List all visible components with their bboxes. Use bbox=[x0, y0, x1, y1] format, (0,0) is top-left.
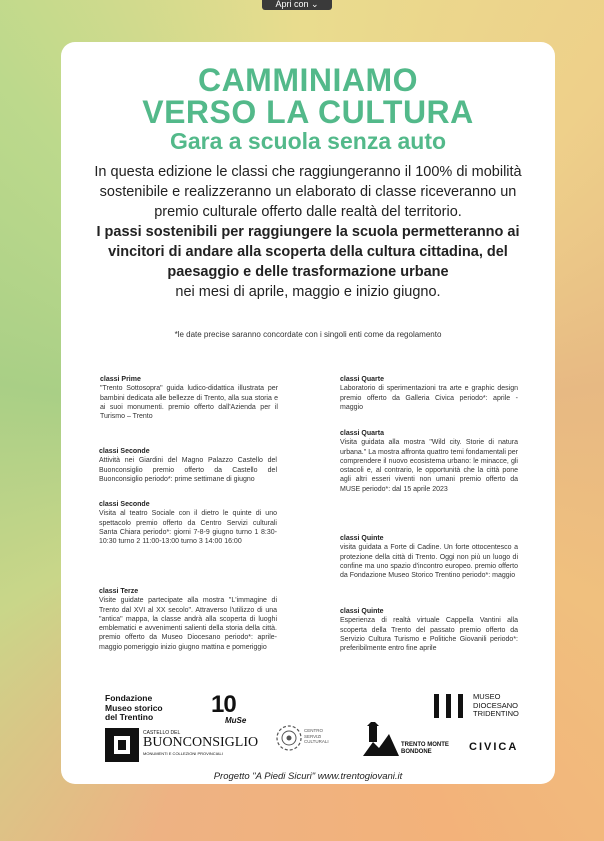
project-footer: Progetto "A Piedi Sicuri" www.trentogiovani.it bbox=[213, 771, 403, 782]
title-line-2: VERSO LA CULTURA bbox=[142, 94, 474, 130]
block-heading: classi Prime bbox=[100, 376, 141, 383]
prize-block-prime bbox=[100, 375, 278, 421]
block-heading: classi Seconde bbox=[99, 448, 150, 455]
block-body: "Trento Sottosopra" guida ludico-didattica illustrata per bambini dedicata alle bellezze di Trento, alla sua storia e ai suoi monumenti. premio offerto dall'Azienda per il Turismo – Trento bbox=[100, 385, 278, 421]
trento-bondone-label: TRENTO MONTE BONDONE bbox=[401, 742, 449, 755]
block-body: Laboratorio di sperimentazioni tra arte e graphic design premio offerto da Galleria Civica periodo*: aprile - maggio bbox=[340, 385, 518, 411]
subtitle: Gara a scuola senza auto bbox=[169, 128, 447, 154]
poster-card bbox=[61, 42, 555, 784]
prize-block-seconde-1 bbox=[99, 447, 277, 484]
spiral-icon bbox=[275, 720, 303, 756]
castello-small-label: CASTELLO DEL bbox=[143, 730, 181, 736]
intro-paragraph-2: I passi sostenibili per raggiungere la scuola permetteranno ai vincitori di andare alla scoperta della cultura cittadina, del paesaggio e delle trasformazione urbane bbox=[96, 224, 520, 280]
block-heading: classi Quinte bbox=[340, 608, 384, 615]
muse-number: 10 bbox=[211, 691, 236, 718]
muse-logo bbox=[211, 691, 257, 728]
block-heading: classi Quarta bbox=[340, 430, 384, 437]
block-heading: classi Quarte bbox=[340, 376, 384, 383]
block-body: Visita guidata alla mostra "Wild city. Storie di natura urbana." La mostra affronta quattro temi fondamentali per comprendere il nuovo ecosistema urbano: le minacce, gli ostacoli e, al contrario, le opportunità che la città pone agli altri esseri viventi non umani premio offerto da MUSE periodo*: dal 15 aprile 2023 bbox=[340, 439, 518, 493]
prize-block-quarte bbox=[340, 375, 518, 412]
prize-block-quinte-1 bbox=[340, 534, 518, 580]
prize-block-seconde-2 bbox=[99, 500, 277, 546]
date-note: *le date precise saranno concordate con i singoli enti come da regolamento bbox=[174, 330, 442, 339]
museo-diocesano-label: MUSEO DIOCESANO TRIDENTINO bbox=[473, 692, 519, 718]
intro-paragraph-1: In questa edizione le classi che raggiungeranno il 100% di mobilità sostenibile e realizzeranno un elaborato di classe riceveranno un premio culturale offerto dalle realtà del territorio. bbox=[94, 164, 522, 220]
museo-diocesano-logo bbox=[433, 693, 553, 719]
title-line-1: CAMMINIAMO bbox=[197, 62, 419, 98]
muse-label: MuSe bbox=[225, 716, 247, 725]
castello-big-label: BUONCONSIGLIO bbox=[143, 735, 259, 750]
chevron-down-icon: ⌄ bbox=[311, 0, 319, 9]
intro-text bbox=[89, 162, 527, 302]
block-body: Visita al teatro Sociale con il dietro le quinte di uno spettacolo premio offerto da Centro Servizi culturali Santa Chiara periodo*: giorni 7-8-9 giugno turno 1 8:30-10:30 turno 2 11:00-13:00 turno 3 14:00 16:00 bbox=[99, 510, 277, 546]
trento-tower-icon bbox=[363, 722, 399, 756]
block-heading: classi Terze bbox=[99, 588, 139, 595]
prize-block-quarta bbox=[340, 429, 518, 494]
block-heading: classi Seconde bbox=[99, 501, 150, 508]
intro-paragraph-3: nei mesi di aprile, maggio e inizio giugno. bbox=[175, 284, 441, 300]
columns-icon bbox=[433, 694, 465, 718]
prize-block-terze bbox=[99, 587, 277, 652]
block-heading: classi Quinte bbox=[340, 535, 384, 542]
castello-logo bbox=[105, 728, 259, 764]
centro-servizi-logo bbox=[275, 718, 337, 758]
block-body: visita guidata a Forte di Cadine. Un forte ottocentesco a protezione della città di Trento. Oggi non più un luogo di confine ma uno spazio d'incontro europeo. premio offerto da Fondazione Museo Storico Trentino periodo*: maggio bbox=[340, 544, 518, 580]
prize-block-quinte-2 bbox=[340, 607, 518, 653]
open-with-button[interactable] bbox=[262, 0, 332, 10]
fondazione-logo: Fondazione Museo storico del Trentino bbox=[105, 693, 163, 722]
centro-servizi-label: CENTRO SERVIZI CULTURALI bbox=[304, 728, 329, 744]
block-body: Esperienza di realtà virtuale Cappella Vantini alla scoperta della Trento del passato premio offerto da Servizio Cultura Turismo e Politiche Giovanili periodo*: preferibilmente entro fine aprile bbox=[340, 617, 518, 653]
civica-logo: CIVICA bbox=[469, 741, 519, 753]
castello-sub-label: MONUMENTI E COLLEZIONI PROVINCIALI bbox=[143, 751, 223, 756]
trento-bondone-logo bbox=[363, 722, 463, 758]
castello-emblem-icon bbox=[105, 728, 139, 762]
open-with-label: Apri con bbox=[275, 0, 309, 9]
block-body: Visite guidate partecipate alla mostra "L'immagine di Trento dal XVI al XX secolo". Attraverso l'utilizzo di una "antica" mappa, la classe andrà alla scoperta di luoghi emblematici e avvenimenti salienti della storia della città. premio offerto da Museo Diocesano periodo*: aprile-maggio pomeriggio inizio giugno mattina e pomeriggio bbox=[99, 597, 277, 651]
block-body: Attività nei Giardini del Magno Palazzo Castello del Buonconsiglio premio offerto da Castello del Buonconsiglio periodo*: prime settimane di giugno bbox=[99, 457, 277, 483]
